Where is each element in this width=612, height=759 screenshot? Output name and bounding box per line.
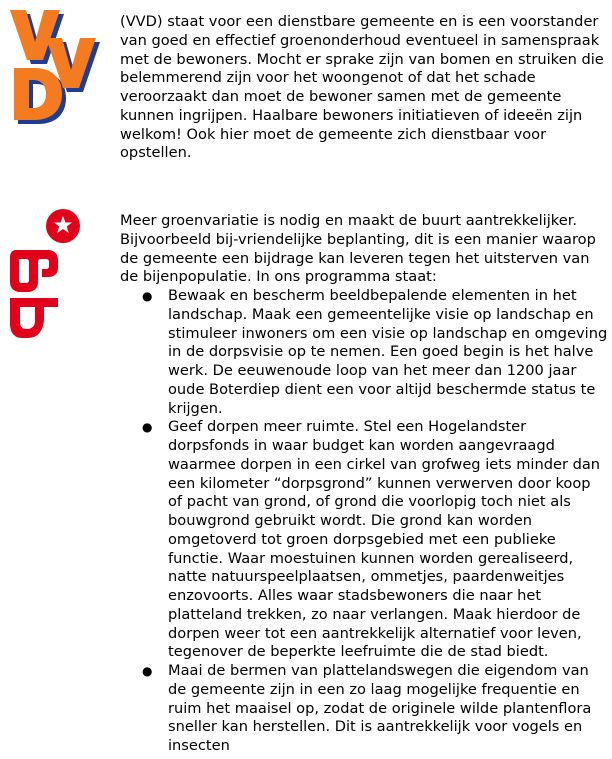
vvd-paragraph: (VVD) staat voor een dienstbare gemeente en is een voorstander van goed en effectief groenonderhoud eventueel in samenspraak met de bewoners. Mocht er sprake zijn van bomen en struiken die belemmerend zijn voor het woongenot of dat het schade veroorzaakt dan moet de bewoner samen met de gemeente kunnen ingrijpen. Haalbare bewoners initiatieven of ideeën zijn welkom! Ook hier moet de gemeente zich dienstbaar voor opstellen. [120, 13, 604, 162]
vvd-logo [8, 8, 108, 126]
list-item-text: Bewaak en bescherm beeldbepalende elementen in het landschap. Maak een gemeentelijke visie op landschap en stimuleer inwoners om een visie op landschap en omgeving in de dorpsvisie op te nemen. Een goed begin is het halve werk. De eeuwenoude loop van het meer dan 1200 jaar oude Boterdiep dient een voor altijd beschermde status te krijgen. [168, 287, 608, 417]
list-item [120, 287, 608, 418]
sp-program-list [120, 287, 608, 756]
sp-intro: Meer groenvariatie is nodig en maakt de buurt aantrekkelijker. Bijvoorbeeld bij-vriendelijke beplanting, dit is een manier waarop de gemeente een bijdrage kan leveren tegen het uitsterven van de bijenpopulatie. In ons programma staat: [120, 212, 596, 286]
bullet-icon: ● [142, 420, 153, 435]
sp-section [120, 212, 608, 756]
list-item [120, 662, 608, 756]
list-item-text: Maai de bermen van plattelandswegen die eigendom van de gemeente zijn in een zo laag mogelijke frequentie en ruim het maaisel op, zodat de originele wilde plantenflora sneller kan herstellen. Dit is aantrekkelijk voor vogels en insecten [168, 662, 592, 754]
list-item-text: Geef dorpen meer ruimte. Stel een Hogelandster dorpsfonds in waar budget kan worden aangevraagd waarmee dorpen in een cirkel van grofweg iets minder dan een kilometer “dorpsgrond” kunnen verwerven door koop of pacht van grond, of grond die voorlopig toch niet als bouwgrond gebruikt wordt. Die grond kan worden omgetoverd tot groen dorpsgebied met een publieke functie. Waar moestuinen kunnen worden gerealiseerd, natte natuurspeelplaatsen, ommetjes, paardenweitjes enzovoorts. Alles waar stadsbewoners die naar het platteland trekken, zo naar verlangen. Maak hierdoor de dorpen weer tot een aantrekkelijk alternatief voor leven, tegenover de beperkte leefruimte die de stad biedt. [168, 418, 601, 661]
bullet-icon: ● [142, 664, 153, 678]
bullet-icon: ● [142, 289, 153, 303]
sp-logo [8, 206, 90, 342]
list-item [120, 418, 608, 662]
